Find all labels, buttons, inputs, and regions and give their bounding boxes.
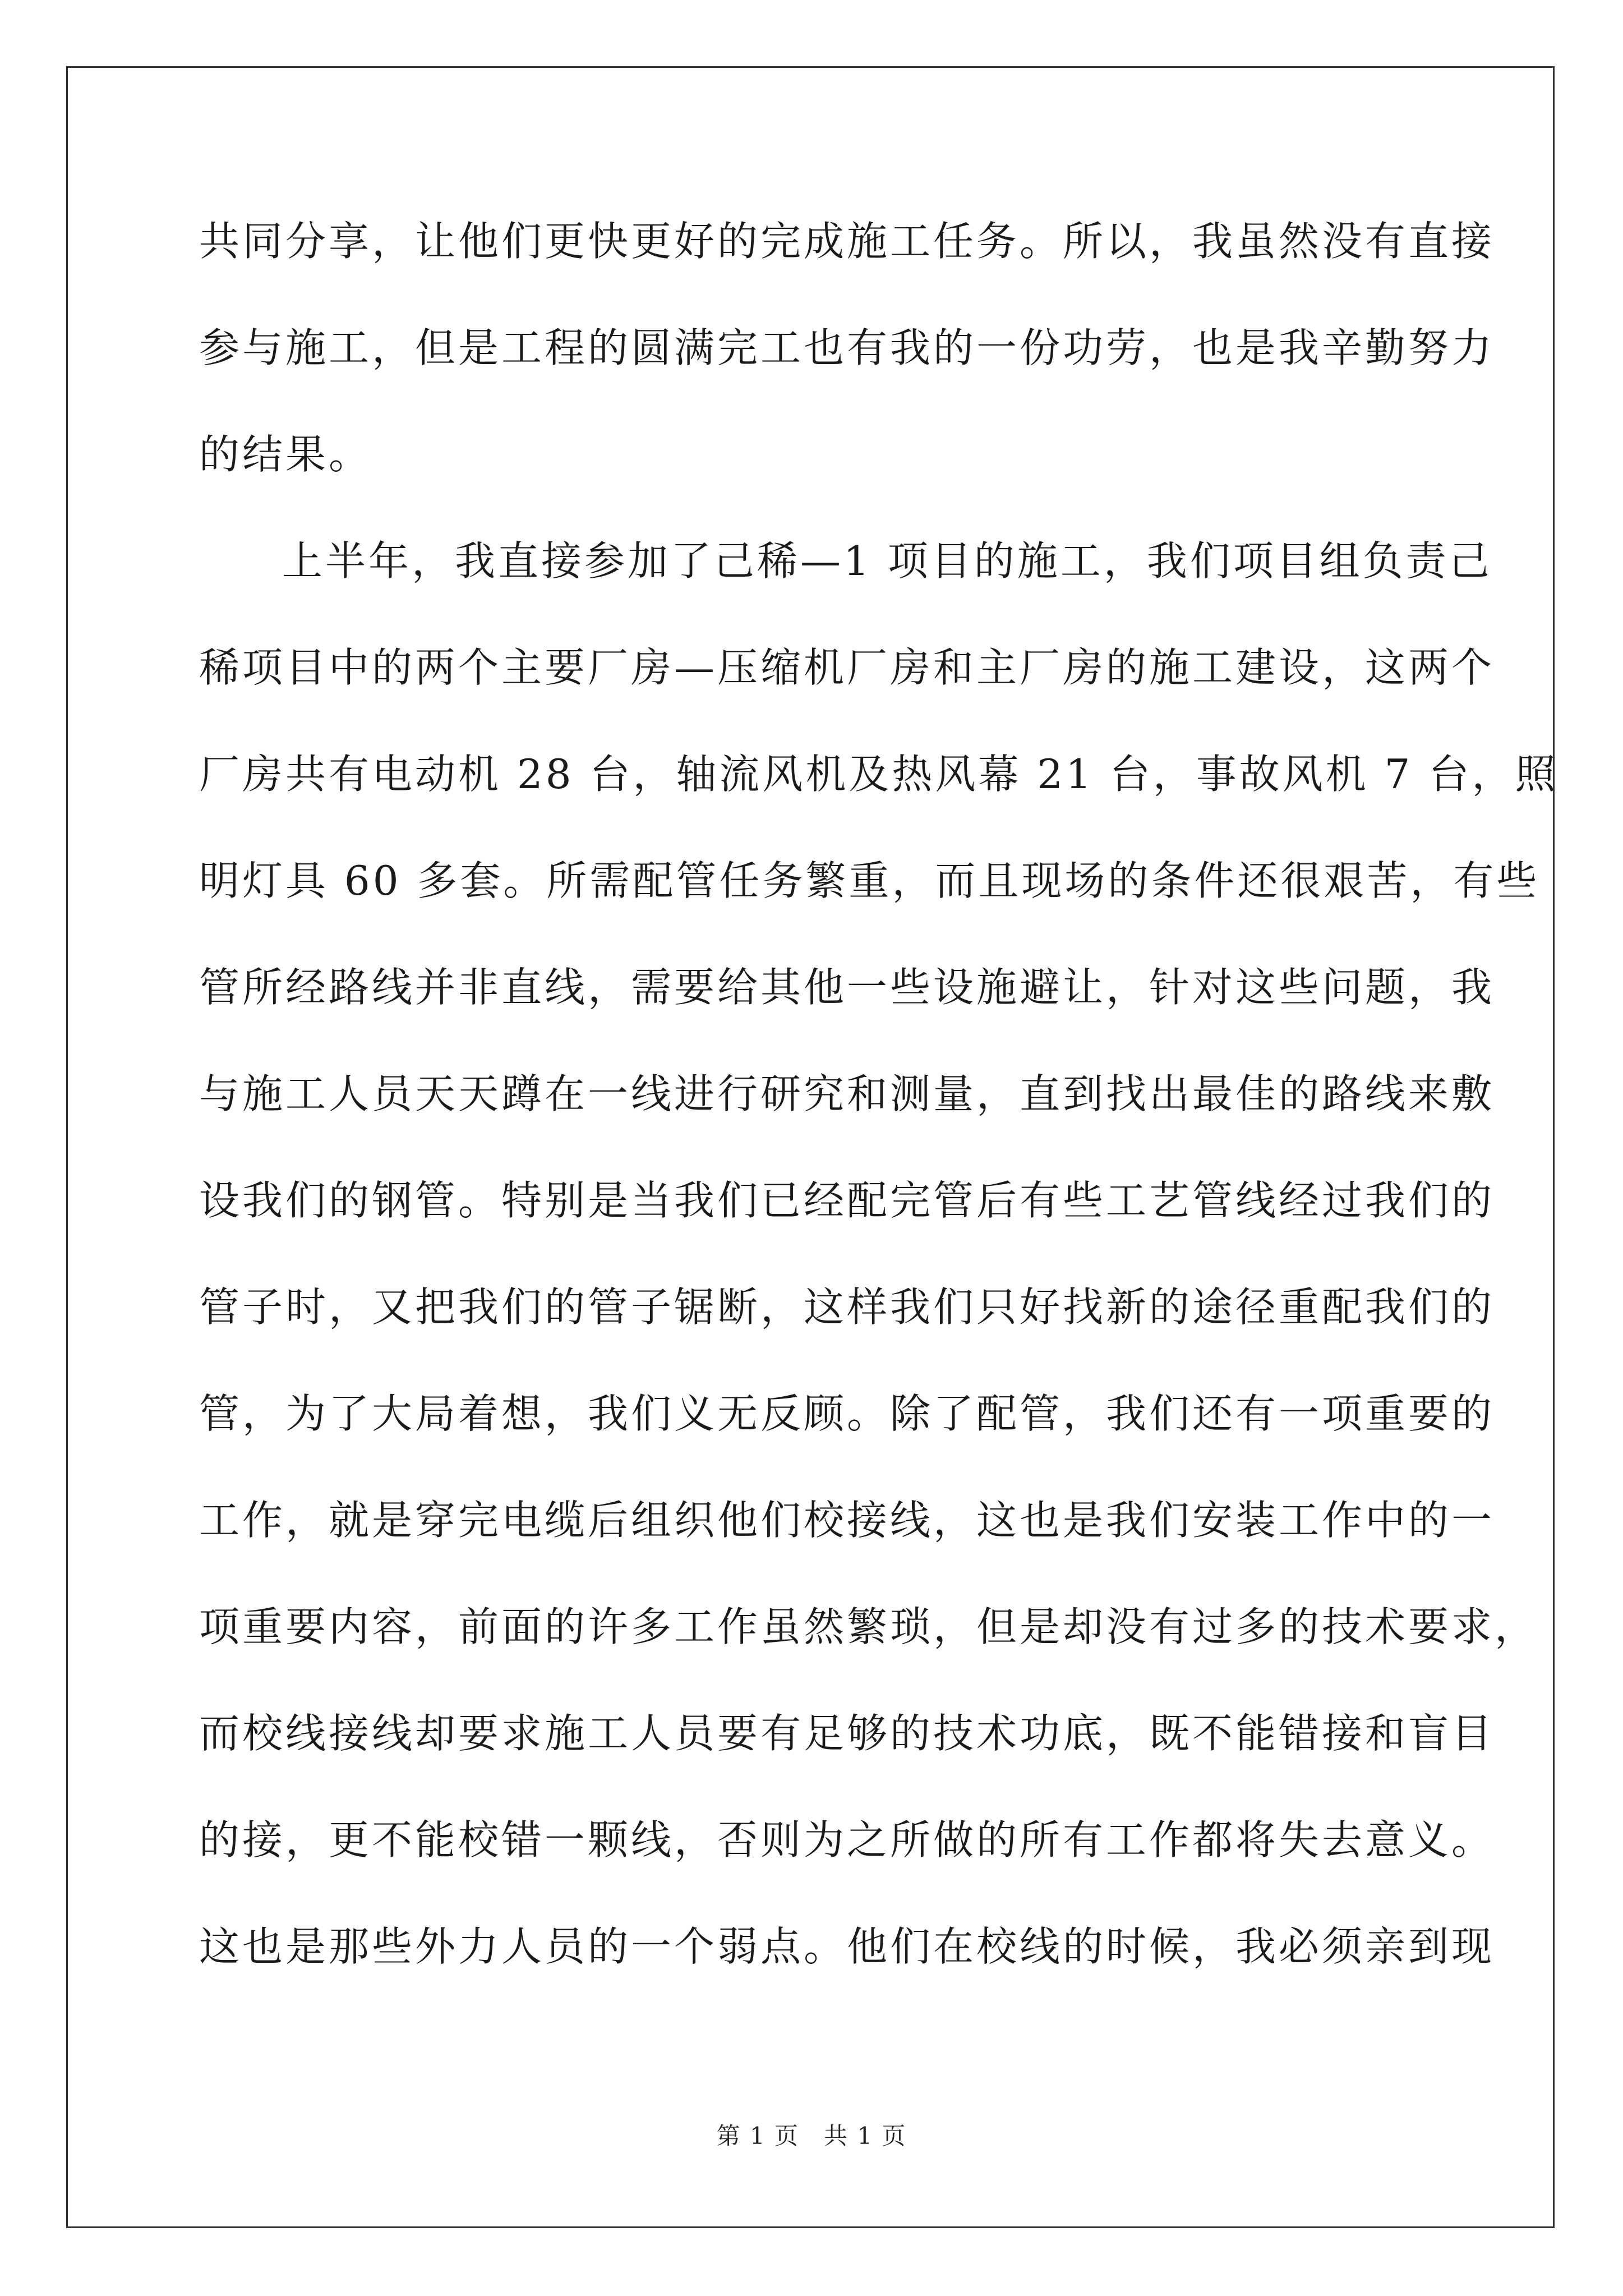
text-line-14: 项重要内容，前面的许多工作虽然繁琐，但是却没有过多的技术要求，: [199, 1603, 1538, 1650]
page-number-footer: 第 1 页 共 1 页: [716, 2122, 907, 2150]
text-line-12: 管，为了大局着想，我们义无反顾。除了配管，我们还有一项重要的: [199, 1390, 1495, 1437]
text-line-11: 管子时，又把我们的管子锯断，这样我们只好找新的途径重配我们的: [199, 1283, 1495, 1331]
text-line-13: 工作，就是穿完电缆后组织他们校接线，这也是我们安装工作中的一: [199, 1497, 1495, 1544]
text-line-8: 管所经路线并非直线，需要给其他一些设施避让，针对这些问题，我: [199, 964, 1495, 1011]
text-line-10: 设我们的钢管。特别是当我们已经配完管后有些工艺管线经过我们的: [199, 1177, 1495, 1224]
document-body: [199, 213, 1559, 2025]
text-line-1: 共同分享，让他们更快更好的完成施工任务。所以，我虽然没有直接: [199, 218, 1495, 265]
text-line-7: 明灯具 60 多套。所需配管任务繁重，而且现场的条件还很艰苦，有些: [199, 857, 1540, 904]
text-line-2: 参与施工，但是工程的圆满完工也有我的一份功劳，也是我辛勤努力: [199, 324, 1495, 371]
text-line-15: 而校线接线却要求施工人员要有足够的技术功底，既不能错接和盲目: [199, 1710, 1495, 1757]
text-line-9: 与施工人员天天蹲在一线进行研究和测量，直到找出最佳的路线来敷: [199, 1070, 1495, 1117]
text-line-5: 稀项目中的两个主要厂房—压缩机厂房和主厂房的施工建设，这两个: [199, 644, 1495, 691]
text-line-16: 的接，更不能校错一颗线，否则为之所做的所有工作都将失去意义。: [199, 1816, 1495, 1864]
text-line-17: 这也是那些外力人员的一个弱点。他们在校线的时候，我必须亲到现: [199, 1923, 1495, 1970]
text-line-4: 上半年，我直接参加了己稀—1 项目的施工，我们项目组负责己: [282, 537, 1492, 585]
text-line-3: 的结果。: [199, 431, 372, 478]
text-line-6: 厂房共有电动机 28 台，轴流风机及热风幕 21 台，事故风机 7 台，照: [199, 751, 1559, 798]
